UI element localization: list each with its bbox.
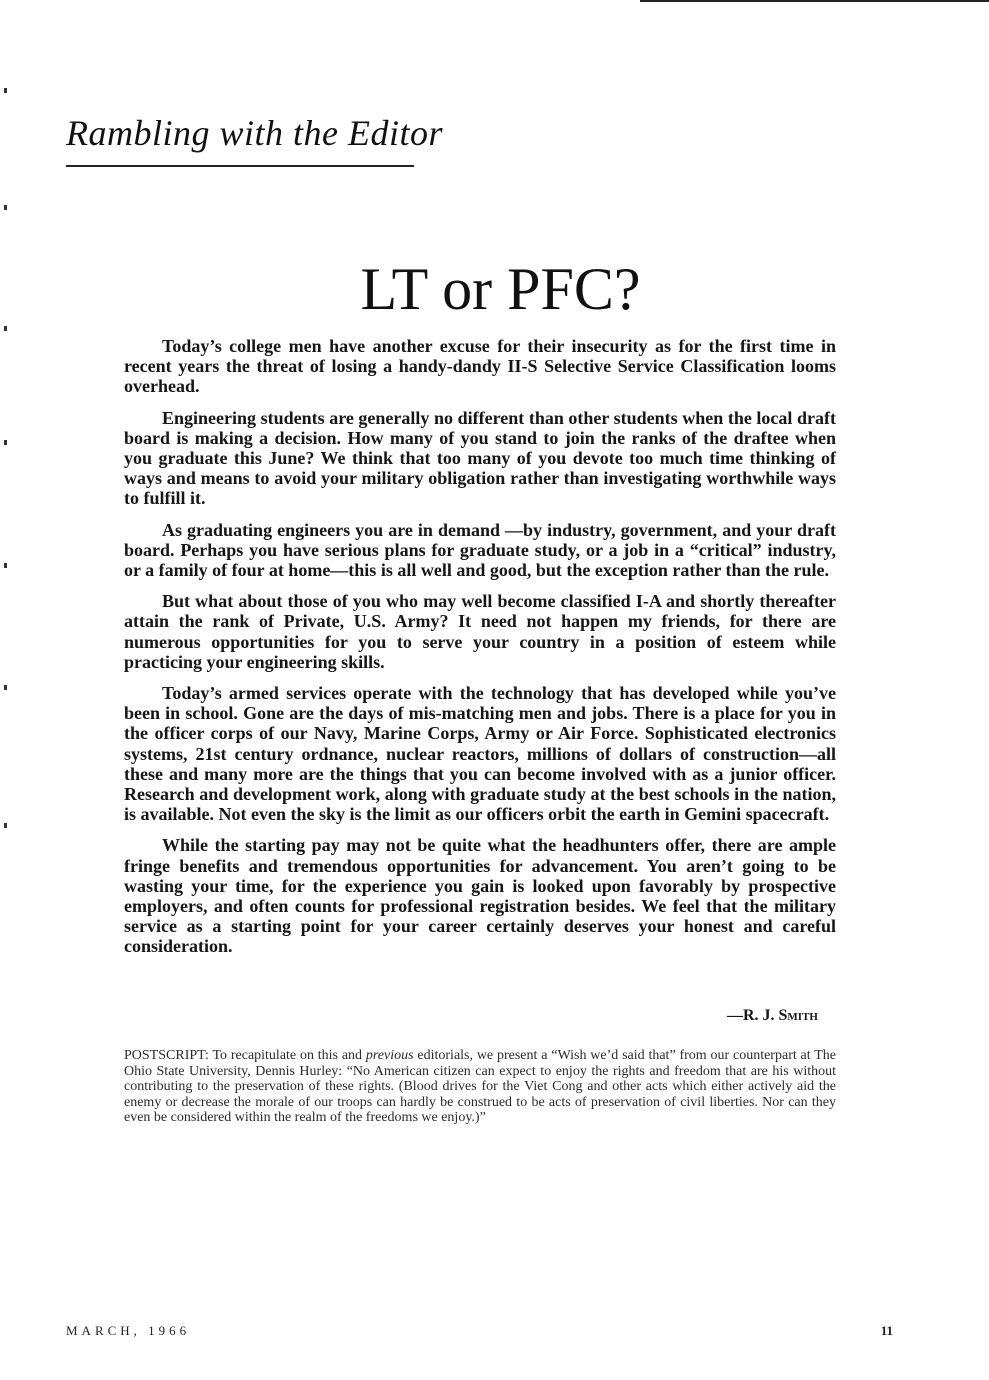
column-header [66,108,443,167]
signature-prefix: —R. J. [726,1007,779,1024]
margin-mark [4,563,7,568]
paragraph: As graduating engineers you are in demand —by industry, government, and your draft board. Perhaps you have serious plans for graduate study, or a job in a “critical” industry, or a family of four at home—this is all well and good, but the exception rather than the rule. [124,519,836,581]
author-signature [624,1004,818,1028]
margin-mark [4,440,7,445]
paragraph: Today’s armed services operate with the technology that has developed while you’ve been in school. Gone are the days of mis-matching men and jobs. There is a place for you in the officer corps of our Navy, Marine Corps, Army or Air Force. Sophisticated electronics systems, 21st century ordnance, nuclear reactors, millions of dollars of construction—all these and many more are the things that you can become involved with as a junior officer. Research and development work, along with graduate study at the best schools in the nation, is available. Not even the sky is the limit as our officers orbit the earth in Gemini spacecraft. [124,683,836,825]
postscript-lead: POSTSCRIPT: To recapitulate on this and [124,1048,366,1063]
signature-name: Smith [778,1007,818,1024]
margin-mark [4,823,7,828]
margin-mark [4,88,7,93]
postscript-emphasis: previous [365,1048,414,1063]
margin-mark [4,205,7,210]
margin-mark [4,685,7,690]
paragraph: Today’s college men have another excuse for their insecurity as for the first time in recent years the threat of losing a handy-dandy II-S Selective Service Classification looms overhead. [124,336,836,397]
paragraph: Engineering students are generally no different than other students when the local draft board is making a decision. How many of you stand to join the ranks of the draftee when you graduate this June? We think that too many of you devote too much time thinking of ways and means to avoid your military obligation rather than investigating worthwhile ways to fulfill it. [124,407,836,509]
headline: LT or PFC? [360,256,641,322]
column-header-title: Rambling with the Editor [66,113,443,153]
page-number: 11 [880,1323,893,1338]
margin-mark [4,326,7,331]
paragraph: But what about those of you who may well become classified I-A and shortly thereafter attain the rank of Private, U.S. Army? It need not happen my friends, for there are numerous opportunities for you to serve your country in a position of esteem while practicing your engineering skills. [124,591,836,672]
postscript [124,1048,836,1126]
column-header-rule [66,165,414,167]
editorial-body [124,336,836,968]
top-edge-rule [640,0,989,2]
postscript-body: editorials, we present a “Wish we’d said that” from our counterpart at The Ohio State University, Dennis Hurley: “No American citizen can expect to enjoy the rights and freedom that are his without contributing to the preservation of these rights. (Blood drives for the Viet Cong and other acts which either actively aid the enemy or decrease the morale of our troops can hardly be construed to be acts of preservation of civil liberties. Nor can they even be considered within the realm of the freedoms we enjoy.)” [124,1048,836,1126]
paragraph: While the starting pay may not be quite what the headhunters offer, there are ample fringe benefits and tremendous opportunities for advancement. You aren’t going to be wasting your time, for the experience you gain is looked upon favorably by prospective employers, and often counts for professional registration besides. We feel that the military service as a starting point for your career certainly deserves your honest and careful consideration. [124,835,836,957]
issue-date: MARCH, 1966 [66,1323,191,1338]
